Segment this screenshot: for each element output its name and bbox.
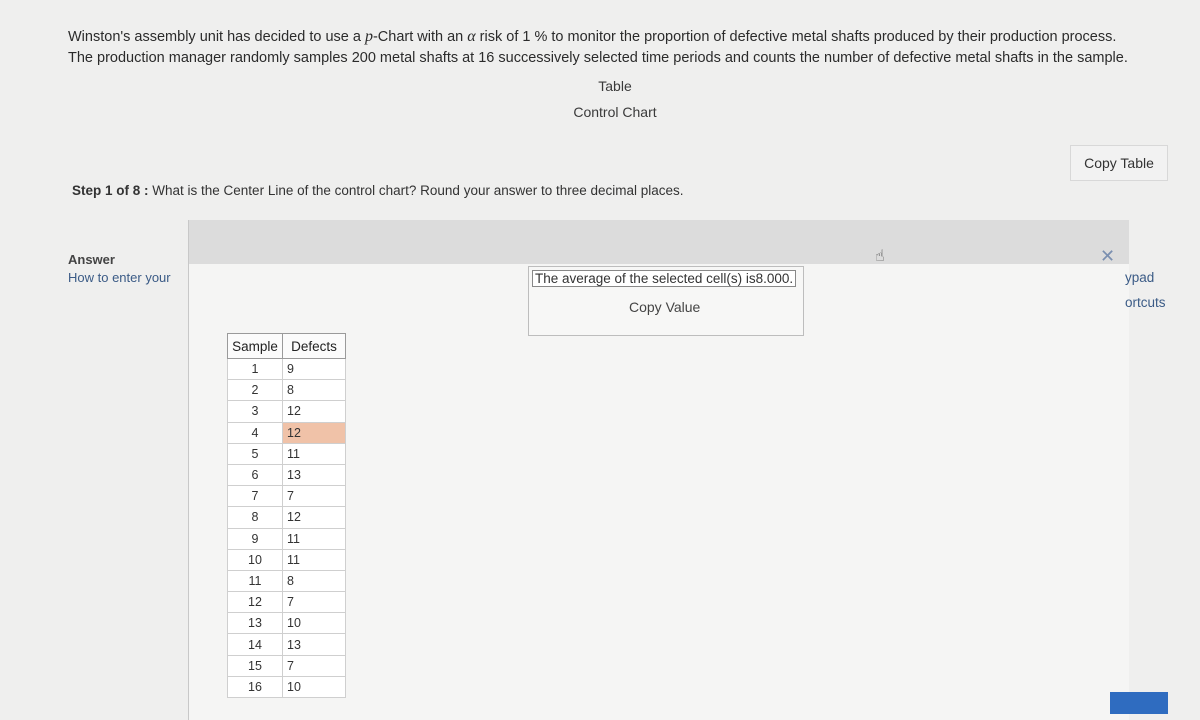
sample-cell[interactable]: 1 — [228, 359, 283, 380]
table-row — [228, 528, 346, 549]
close-icon[interactable]: ✕ — [1100, 246, 1116, 266]
table-row — [228, 380, 346, 401]
problem-line-2: The production manager randomly samples 200 metal shafts at 16 successively selected time periods and counts the number of defective metal shafts in the sample. — [68, 50, 1128, 66]
table-row — [228, 676, 346, 697]
defects-cell[interactable]: 7 — [283, 486, 346, 507]
header-sample: Sample — [228, 334, 283, 359]
how-to-enter-link[interactable]: How to enter your — [68, 270, 171, 285]
defects-cell[interactable]: 10 — [283, 613, 346, 634]
defects-cell[interactable]: 11 — [283, 549, 346, 570]
sample-cell[interactable]: 14 — [228, 634, 283, 655]
defects-cell[interactable]: 13 — [283, 464, 346, 485]
sample-cell[interactable]: 15 — [228, 655, 283, 676]
sample-cell[interactable]: 7 — [228, 486, 283, 507]
table-row — [228, 634, 346, 655]
sample-cell[interactable]: 11 — [228, 570, 283, 591]
header-defects: Defects — [283, 334, 346, 359]
copy-table-button[interactable]: Copy Table — [1070, 145, 1168, 181]
popup-title-bar[interactable] — [189, 220, 1129, 264]
defects-cell[interactable]: 11 — [283, 443, 346, 464]
problem-line-1: Winston's assembly unit has decided to use a p-Chart with an α risk of 1 % to monitor the proportion of defective metal shafts produced by their production process. — [68, 28, 1117, 45]
submit-button-edge[interactable] — [1110, 692, 1168, 714]
sample-cell[interactable]: 8 — [228, 507, 283, 528]
table-row — [228, 464, 346, 485]
copy-value-button[interactable]: Copy Value — [629, 299, 701, 315]
table-row — [228, 655, 346, 676]
answer-label: Answer — [68, 252, 115, 267]
table-row — [228, 422, 346, 443]
table-row — [228, 570, 346, 591]
sample-cell[interactable]: 4 — [228, 422, 283, 443]
sample-cell[interactable]: 5 — [228, 443, 283, 464]
sample-cell[interactable]: 6 — [228, 464, 283, 485]
table-header-row — [228, 334, 346, 359]
defects-cell[interactable]: 7 — [283, 592, 346, 613]
problem-statement — [68, 26, 1178, 69]
defects-cell[interactable]: 11 — [283, 528, 346, 549]
shortcuts-link[interactable]: ortcuts — [1125, 295, 1166, 310]
average-box — [528, 266, 804, 336]
sample-cell[interactable]: 16 — [228, 676, 283, 697]
defects-cell[interactable]: 8 — [283, 380, 346, 401]
hand-pointer-icon: ☝ — [875, 248, 885, 265]
defects-cell[interactable]: 8 — [283, 570, 346, 591]
table-row — [228, 486, 346, 507]
table-row — [228, 359, 346, 380]
defects-cell[interactable]: 9 — [283, 359, 346, 380]
tab-control-chart[interactable]: Control Chart — [573, 104, 657, 120]
table-row — [228, 549, 346, 570]
average-text: The average of the selected cell(s) is8.000. — [532, 270, 796, 287]
defects-cell[interactable]: 12 — [283, 507, 346, 528]
sample-cell[interactable]: 9 — [228, 528, 283, 549]
step-question — [72, 183, 684, 198]
view-tabs — [540, 78, 690, 130]
step-number: Step 1 of 8 : — [72, 183, 149, 198]
defects-cell[interactable]: 12 — [283, 401, 346, 422]
table-row — [228, 592, 346, 613]
tab-table[interactable]: Table — [598, 78, 632, 94]
table-row — [228, 613, 346, 634]
sample-cell[interactable]: 12 — [228, 592, 283, 613]
defects-cell[interactable]: 7 — [283, 655, 346, 676]
keypad-link[interactable]: ypad — [1125, 270, 1155, 285]
defects-cell[interactable]: 13 — [283, 634, 346, 655]
table-row — [228, 443, 346, 464]
table-row — [228, 507, 346, 528]
sample-cell[interactable]: 3 — [228, 401, 283, 422]
data-table — [227, 333, 346, 698]
defects-cell[interactable]: 10 — [283, 676, 346, 697]
table-row — [228, 401, 346, 422]
step-text: What is the Center Line of the control chart? Round your answer to three decimal places. — [148, 183, 684, 198]
sample-cell[interactable]: 2 — [228, 380, 283, 401]
defects-cell[interactable]: 12 — [283, 422, 346, 443]
sample-cell[interactable]: 13 — [228, 613, 283, 634]
sample-cell[interactable]: 10 — [228, 549, 283, 570]
